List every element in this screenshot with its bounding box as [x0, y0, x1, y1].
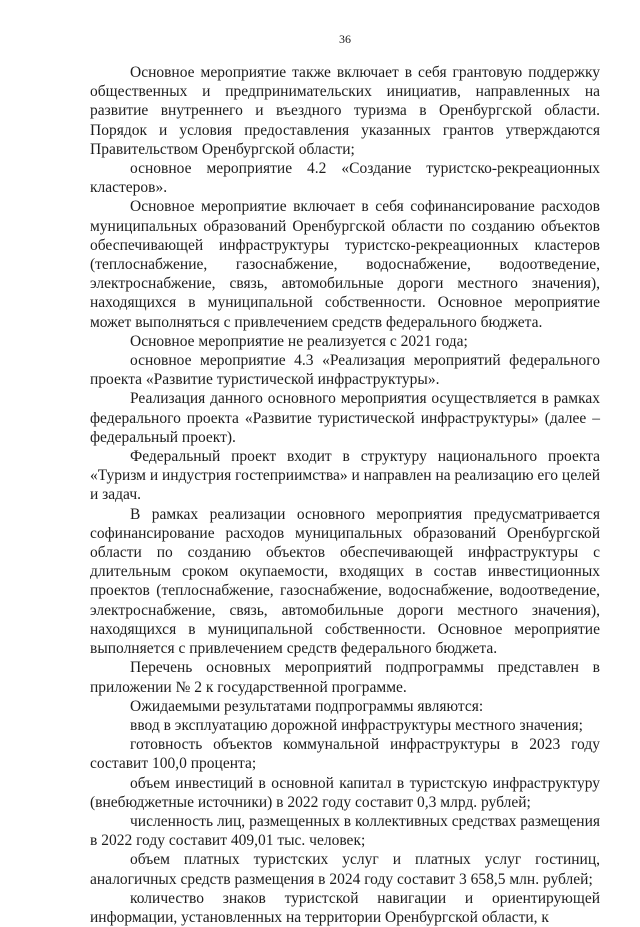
paragraph-12: готовность объектов коммунальной инфраструктуры в 2023 году составит 100,0 процента; — [90, 736, 600, 773]
paragraph-5: основное мероприятие 4.3 «Реализация мероприятий федерального проекта «Развитие туристической инфраструктуры». — [90, 352, 600, 389]
paragraph-7: Федеральный проект входит в структуру национального проекта «Туризм и индустрия гостеприимства» и направлен на реализацию его целей и задач. — [90, 448, 600, 504]
document-body — [90, 63, 600, 927]
paragraph-10: Ожидаемыми результатами подпрограммы являются: — [130, 697, 484, 715]
paragraph-16: количество знаков туристской навигации и ориентирующей информации, установленных на территории Оренбургской области, к — [90, 889, 600, 926]
paragraph-14: численность лиц, размещенных в коллективных средствах размещения в 2022 году составит 409,01 тыс. человек; — [90, 812, 600, 850]
paragraph-1: Основное мероприятие также включает в себя грантовую поддержку общественных и предпринимательских инициатив, направленных на развитие внутреннего и въездного туризма в Оренбургской области. Порядок и условия предоставления указанных грантов утверждаются Правительством Оренбургской области; — [90, 64, 600, 158]
paragraph-3: Основное мероприятие включает в себя софинансирование расходов муниципальных образований Оренбургской области по созданию объектов обеспечивающей инфраструктуры туристско-рекреационных кластеров (теплоснабжение, газоснабжение, водоснабжение, водоотведение, электроснабжение, связь, автомобильные дороги местного значения), находящихся в муниципальной собственности. Основное мероприятие может выполняться с привлечением средств федерального бюджета. — [90, 198, 600, 331]
paragraph-4: Основное мероприятие не реализуется с 2021 года; — [130, 332, 468, 350]
paragraph-13: объем инвестиций в основной капитал в туристскую инфраструктуру (внебюджетные источники) в 2022 году составит 0,3 млрд. рублей; — [90, 774, 600, 811]
paragraph-2: основное мероприятие 4.2 «Создание туристско-рекреационных кластеров». — [90, 160, 600, 197]
paragraph-11: ввод в эксплуатацию дорожной инфраструктуры местного значения; — [130, 716, 583, 734]
paragraph-8: В рамках реализации основного мероприятия предусматривается софинансирование расходов муниципальных образований Оренбургской области по созданию объектов обеспечивающей инфраструктуры с длительным сроком окупаемости, входящих в состав инвестиционных проектов (теплоснабжение, газоснабжение, водоснабжение, водоотведение, электроснабжение, связь, автомобильные дороги местного значения), находящихся в муниципальной собственности. Основное мероприятие выполняется с привлечением средств федерального бюджета. — [90, 505, 600, 658]
paragraph-9: Перечень основных мероприятий подпрограммы представлен в приложении № 2 к государственной программе. — [90, 659, 600, 696]
page-number: 36 — [339, 32, 351, 46]
paragraph-6: Реализация данного основного мероприятия осуществляется в рамках федерального проекта «Развитие туристической инфраструктуры» (далее – федеральный проект). — [90, 390, 600, 446]
paragraph-15: объем платных туристских услуг и платных услуг гостиниц, аналогичных средств размещения в 2024 году составит 3 658,5 млн. рублей; — [90, 851, 600, 888]
